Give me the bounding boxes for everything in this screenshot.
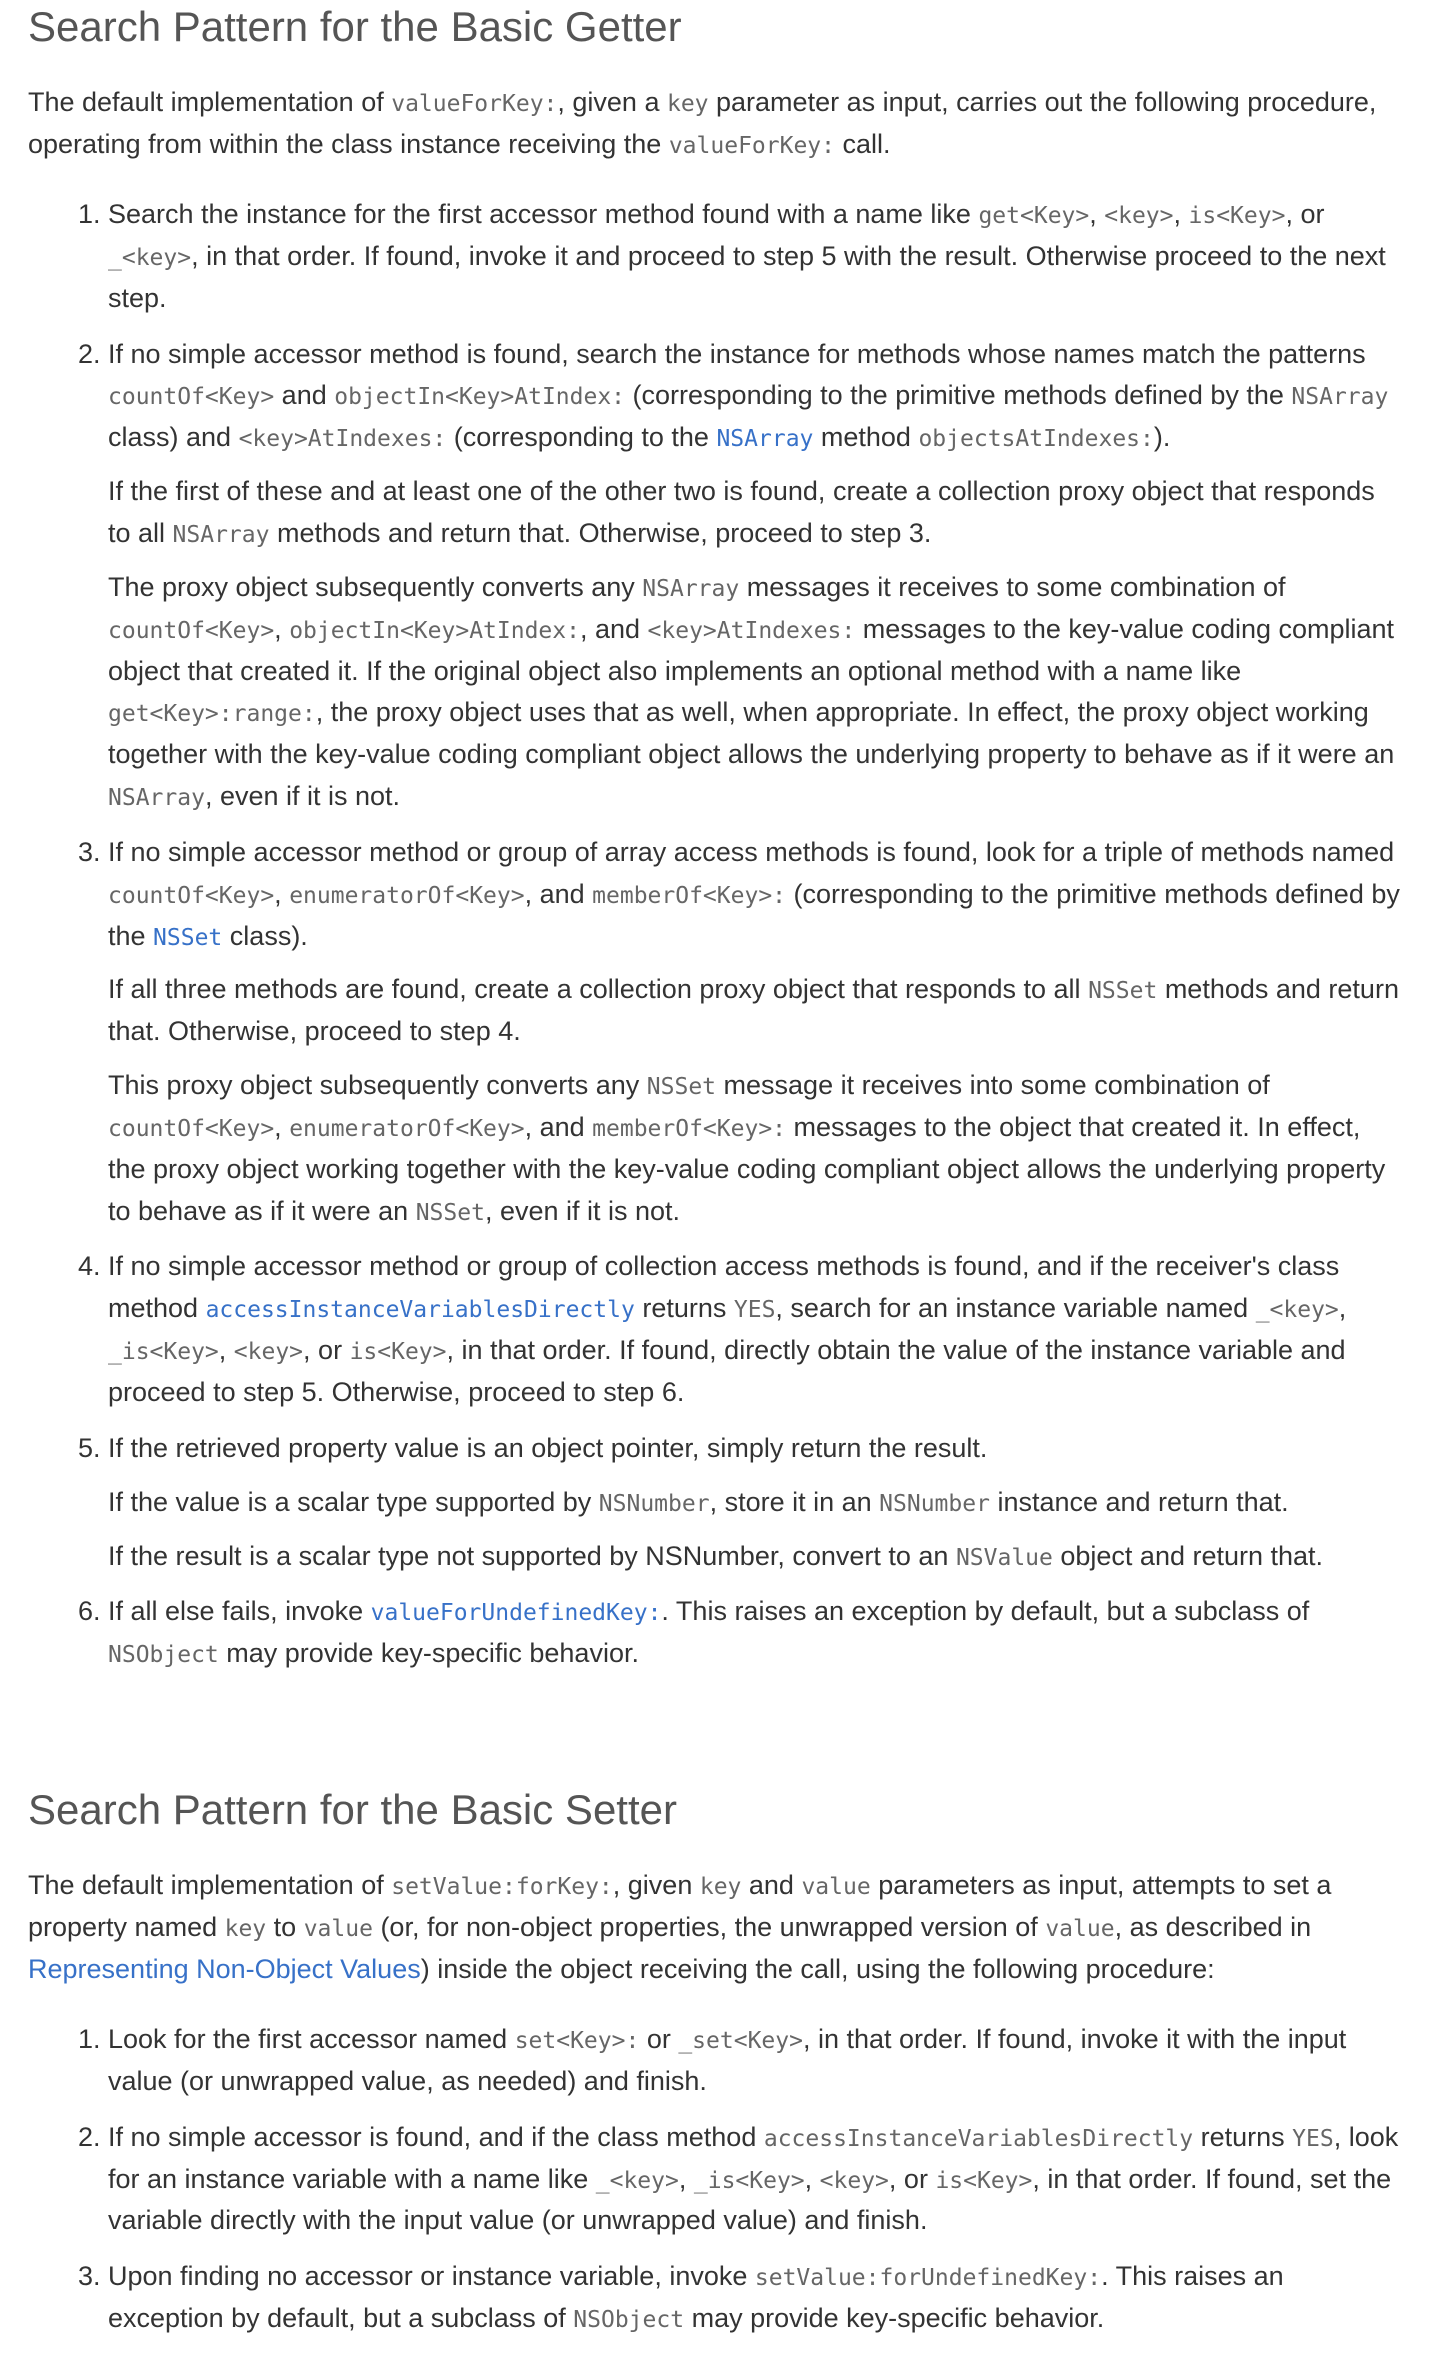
text-run: If no simple accessor is found, and if the class method bbox=[108, 2121, 764, 2152]
text-run: , in that order. If found, directly obtain the value of the instance variable and proceed to step 5. Otherwise, proceed to step 6. bbox=[108, 1335, 1346, 1408]
code-term: NSSet bbox=[1088, 978, 1158, 1005]
code-term: get<Key> bbox=[978, 203, 1090, 230]
text-run: class) and bbox=[108, 422, 239, 453]
text-run: , or bbox=[1285, 199, 1325, 230]
step-text bbox=[108, 2256, 1402, 2340]
code-term: <key>AtIndexes: bbox=[647, 617, 856, 644]
text-run: If all else fails, invoke bbox=[108, 1596, 371, 1627]
api-link[interactable]: NSArray bbox=[716, 426, 814, 453]
text-run: , look for an instance variable with a name like bbox=[108, 2121, 1399, 2194]
text-run: method bbox=[813, 422, 919, 453]
code-term: value bbox=[1045, 1916, 1115, 1943]
setter-intro bbox=[28, 1865, 1402, 1991]
text-run: , and bbox=[579, 613, 648, 644]
text-run: , bbox=[274, 1111, 290, 1142]
text-run: messages to the object that created it. In effect, the proxy object working together with the key-value coding compliant object allows the underlying property to behave as if it were an bbox=[108, 1111, 1386, 1226]
code-term: key bbox=[224, 1916, 267, 1943]
text-run: If no simple accessor method or group of array access methods is found, look for a triple of methods named bbox=[108, 836, 1395, 867]
text-run: , bbox=[274, 878, 290, 909]
code-term: _<key> bbox=[108, 244, 192, 271]
setter-section bbox=[28, 1785, 1402, 2340]
code-term: accessInstanceVariablesDirectly bbox=[763, 2125, 1194, 2152]
code-term: value bbox=[303, 1916, 373, 1943]
step-item bbox=[108, 2117, 1402, 2243]
text-run: (corresponding to the primitive methods defined by the bbox=[625, 380, 1292, 411]
text-run: methods and return that. Otherwise, proceed to step 4. bbox=[108, 974, 1399, 1047]
text-run: The default implementation of bbox=[28, 87, 392, 118]
step-text bbox=[108, 2019, 1402, 2103]
code-term: countOf<Key> bbox=[108, 1115, 275, 1142]
text-run: If no simple accessor method or group of collection access methods is found, and if the receiver's class method bbox=[108, 1251, 1340, 1324]
text-run: class). bbox=[222, 920, 308, 951]
code-term: NSSet bbox=[646, 1074, 717, 1101]
step-text bbox=[108, 832, 1402, 958]
code-term: is<Key> bbox=[1188, 203, 1286, 230]
code-term: enumeratorOf<Key> bbox=[289, 1115, 525, 1142]
text-run: , bbox=[1173, 199, 1189, 230]
text-run: , even if it is not. bbox=[484, 1195, 681, 1226]
code-term: NSNumber bbox=[879, 1490, 990, 1517]
step-text bbox=[108, 334, 1402, 460]
code-term: is<Key> bbox=[349, 1339, 447, 1366]
text-run: , or bbox=[303, 1335, 350, 1366]
code-term: <key> bbox=[819, 2167, 889, 2194]
text-run: If the result is a scalar type not supported by NSNumber, convert to an bbox=[108, 1540, 956, 1571]
text-run: , given a bbox=[557, 87, 667, 118]
text-run: This proxy object subsequently converts any bbox=[108, 1070, 647, 1101]
text-run: , in that order. If found, set the variable directly with the input value (or unwrapped value) and finish. bbox=[108, 2163, 1392, 2236]
code-term: is<Key> bbox=[935, 2167, 1033, 2194]
api-link[interactable]: accessInstanceVariablesDirectly bbox=[205, 1297, 635, 1324]
text-run: Look for the first accessor named bbox=[108, 2024, 515, 2054]
code-term: NSArray bbox=[642, 575, 740, 602]
code-term: enumeratorOf<Key> bbox=[289, 882, 525, 909]
text-run: and bbox=[274, 380, 335, 411]
step-item bbox=[108, 334, 1402, 818]
step-item bbox=[108, 832, 1402, 1233]
text-run: . This raises an exception by default, but a subclass of bbox=[108, 2261, 1284, 2334]
getter-intro bbox=[28, 82, 1402, 166]
code-term: countOf<Key> bbox=[108, 882, 275, 909]
step-paragraph bbox=[108, 1536, 1402, 1578]
code-term: <key> bbox=[233, 1339, 304, 1366]
text-run: parameters as input, attempts to set a property named bbox=[28, 1870, 1332, 1943]
text-run: If all three methods are found, create a collection proxy object that responds to all bbox=[108, 974, 1089, 1005]
text-run: instance and return that. bbox=[989, 1486, 1289, 1517]
step-item bbox=[108, 1246, 1402, 1413]
code-term: _<key> bbox=[595, 2167, 679, 2194]
step-text bbox=[108, 194, 1402, 320]
step-item bbox=[108, 194, 1402, 320]
api-link[interactable]: NSSet bbox=[153, 924, 223, 951]
text-run: , or bbox=[888, 2163, 936, 2194]
text-run: , the proxy object uses that as well, when appropriate. In effect, the proxy object working together with the key-value coding compliant object allows the underlying property to behave as if it were an bbox=[108, 697, 1395, 770]
text-run: ) inside the object receiving the call, using the following procedure: bbox=[420, 1954, 1215, 1985]
text-run: , bbox=[274, 613, 290, 644]
text-run: , as described in bbox=[1114, 1912, 1312, 1943]
code-term: <key>AtIndexes: bbox=[238, 426, 447, 453]
getter-section bbox=[28, 0, 1402, 1675]
code-term: _set<Key> bbox=[678, 2028, 803, 2054]
code-term: key bbox=[666, 91, 709, 118]
code-term: objectIn<Key>AtIndex: bbox=[334, 384, 626, 411]
text-run: or bbox=[639, 2024, 679, 2054]
text-run: , bbox=[804, 2163, 820, 2194]
text-run: , store it in an bbox=[709, 1486, 880, 1517]
code-term: memberOf<Key>: bbox=[592, 1115, 787, 1142]
text-run: , bbox=[1089, 199, 1105, 230]
text-run: If no simple accessor method is found, search the instance for methods whose names match the patterns bbox=[108, 338, 1366, 369]
code-term: _<key> bbox=[1255, 1297, 1339, 1324]
text-run: (or, for non-object properties, the unwrapped version of bbox=[372, 1912, 1046, 1943]
step-paragraph bbox=[108, 471, 1402, 555]
text-run: If the first of these and at least one of the other two is found, create a collection proxy object that responds to all bbox=[108, 476, 1375, 548]
text-run: call. bbox=[835, 129, 891, 160]
text-run: , in that order. If found, invoke it and proceed to step 5 with the result. Otherwise proceed to the next step. bbox=[108, 240, 1386, 313]
code-term: valueForKey: bbox=[668, 133, 835, 160]
text-run: ). bbox=[1153, 422, 1171, 453]
code-term: NSArray bbox=[172, 521, 270, 548]
code-term: <key> bbox=[1104, 203, 1174, 230]
step-text bbox=[108, 1428, 1402, 1470]
step-text bbox=[108, 1591, 1402, 1675]
code-term: objectsAtIndexes: bbox=[918, 426, 1154, 453]
text-run: object and return that. bbox=[1052, 1540, 1324, 1571]
code-term: NSObject bbox=[573, 2307, 685, 2334]
text-run: , bbox=[678, 2163, 694, 2194]
code-term: setValue:forKey: bbox=[391, 1874, 613, 1901]
text-run: messages to the key-value coding compliant object that created it. If the original object also implements an optional method with a name like bbox=[108, 613, 1395, 686]
text-run: If the value is a scalar type supported by bbox=[108, 1486, 599, 1517]
text-run: , search for an instance variable named bbox=[775, 1293, 1256, 1324]
text-run: , and bbox=[524, 878, 593, 909]
text-run: messages it receives to some combination of bbox=[739, 571, 1286, 602]
code-term: YES bbox=[733, 1297, 776, 1324]
step-item bbox=[108, 1428, 1402, 1578]
code-term: valueForKey: bbox=[391, 91, 558, 118]
code-term: NSValue bbox=[955, 1544, 1053, 1571]
setter-heading: Search Pattern for the Basic Setter bbox=[28, 1786, 677, 1834]
code-term: NSSet bbox=[415, 1199, 485, 1226]
text-run: , even if it is not. bbox=[204, 781, 401, 812]
text-run: to bbox=[266, 1912, 304, 1943]
text-run: . This raises an exception by default, but a subclass of bbox=[661, 1596, 1310, 1627]
step-item bbox=[108, 1591, 1402, 1675]
text-run: , given bbox=[612, 1870, 700, 1901]
getter-heading: Search Pattern for the Basic Getter bbox=[28, 3, 682, 50]
text-run: If the retrieved property value is an object pointer, simply return the result. bbox=[108, 1432, 988, 1463]
text-run: returns bbox=[1193, 2121, 1293, 2152]
code-term: setValue:forUndefinedKey: bbox=[754, 2265, 1102, 2292]
code-term: objectIn<Key>AtIndex: bbox=[289, 617, 580, 644]
code-term: key bbox=[699, 1874, 742, 1901]
step-text bbox=[108, 1246, 1402, 1413]
text-run: , bbox=[218, 1335, 234, 1366]
api-link[interactable]: valueForUndefinedKey: bbox=[370, 1600, 662, 1627]
step-paragraph bbox=[108, 1065, 1402, 1232]
text-run: , and bbox=[524, 1111, 593, 1142]
code-term: countOf<Key> bbox=[108, 617, 275, 644]
text-run: methods and return that. Otherwise, proceed to step 3. bbox=[269, 517, 932, 548]
step-paragraph bbox=[108, 969, 1402, 1053]
doc-link[interactable]: Representing Non-Object Values bbox=[28, 1954, 421, 1985]
code-term: NSNumber bbox=[598, 1490, 710, 1517]
text-run: and bbox=[741, 1870, 802, 1901]
step-paragraph bbox=[108, 567, 1402, 818]
code-term: _is<Key> bbox=[108, 1339, 219, 1366]
text-run: The proxy object subsequently converts any bbox=[108, 571, 643, 602]
text-run: (corresponding to the bbox=[446, 422, 717, 453]
text-run: may provide key-specific behavior. bbox=[684, 2303, 1105, 2334]
step-paragraph bbox=[108, 1482, 1402, 1524]
code-term: set<Key>: bbox=[514, 2028, 640, 2054]
code-term: get<Key>:range: bbox=[108, 701, 316, 728]
getter-steps-list bbox=[28, 194, 1402, 1675]
text-run: message it receives into some combination of bbox=[716, 1070, 1270, 1101]
code-term: NSArray bbox=[1291, 384, 1389, 411]
code-term: memberOf<Key>: bbox=[592, 882, 787, 909]
text-run: (corresponding to the primitive methods defined by the bbox=[108, 878, 1400, 951]
setter-steps-list bbox=[28, 2019, 1402, 2340]
code-term: NSObject bbox=[108, 1642, 219, 1669]
code-term: value bbox=[801, 1874, 871, 1901]
code-term: YES bbox=[1292, 2125, 1334, 2152]
code-term: countOf<Key> bbox=[108, 384, 275, 411]
text-run: , in that order. If found, invoke it with the input value (or unwrapped value, as needed) and finish. bbox=[108, 2024, 1347, 2096]
code-term: NSArray bbox=[108, 785, 205, 812]
text-run: Upon finding no accessor or instance variable, invoke bbox=[108, 2261, 755, 2292]
step-item bbox=[108, 2256, 1402, 2340]
text-run: The default implementation of bbox=[28, 1870, 392, 1901]
text-run: may provide key-specific behavior. bbox=[218, 1638, 639, 1669]
step-item bbox=[108, 2019, 1402, 2103]
step-text bbox=[108, 2117, 1402, 2243]
text-run: , bbox=[1338, 1293, 1347, 1324]
code-term: _is<Key> bbox=[693, 2167, 805, 2194]
text-run: Search the instance for the first accessor method found with a name like bbox=[108, 199, 979, 230]
text-run: parameter as input, carries out the following procedure, operating from within the class instance receiving the bbox=[28, 87, 1377, 160]
text-run: returns bbox=[634, 1293, 734, 1324]
